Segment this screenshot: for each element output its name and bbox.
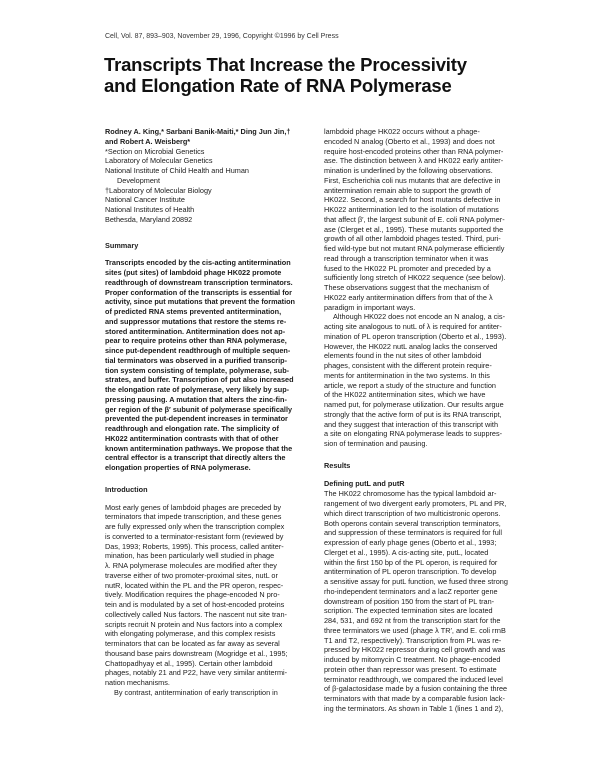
body-line: that affect β′, the largest subunit of E. coli RNA polymer- [324,214,505,224]
affiliation-line: Laboratory of Molecular Genetics [105,156,213,166]
results-paragraph [324,489,534,713]
body-line: ase. The distinction between λ and HK022 early antiter- [324,156,504,166]
body-line: encoded N analog (Oberto et al., 1993) and does not [324,136,495,146]
intro-line: nutR, located within the PL and the PR operon, respec- [105,580,284,590]
intro-line: Chattopadhyay et al., 1995). Certain other lambdoid [105,658,273,668]
author-line: Rodney A. King,* Sarbani Banik-Maiti,* Ding Jun Jin,† [105,127,291,136]
body-line: The HK022 chromosome has the typical lambdoid ar- [324,489,497,499]
body-line: strongly that the active form of put is its RNA transcript, [324,409,502,419]
body-line: ing the terminators. As shown in Table 1 (lines 1 and 2), [324,703,504,713]
body-line: terminator readthrough, we compared the induced level [324,674,503,684]
body-line: downstream of position 150 from the start of PL tran- [324,596,495,606]
intro-line: with elongating polymerase, and this complex resists [105,629,276,639]
body-line: and they suggest that interaction of this transcript with [324,419,499,429]
body-line: mination of PL operon transcription (Oberto et al., 1993). [324,331,507,341]
affiliation-line: Bethesda, Maryland 20892 [105,214,193,224]
intro-line: scripts recruit N protein and Nus factors into a complex [105,619,283,629]
intro-line: tively. Modification requires the phage-encoded N pro- [105,590,280,600]
body-line: which direct transcription of two multicistronic operons. [324,508,501,518]
intro-line: Most early genes of lambdoid phages are preceded by [105,502,282,512]
body-line: scription. The expected termination sites are located [324,606,493,616]
affiliation-line: National Institutes of Health [105,205,195,214]
body-line: a site on elongating RNA polymerase leads to suppres- [324,429,503,439]
body-line: terminators with that made by a comparable fusion lack- [324,694,505,703]
body-line: rangement of two divergent early promoters, PL and PR, [324,499,507,508]
introduction-paragraph [105,503,312,698]
summary-line: since put-dependent readthrough of multiple sequen- [105,346,291,355]
summary-line: tion system consisting of template, polymerase, sub- [105,365,290,375]
body-line: HK022 early antitermination differs from that of the λ [324,292,493,302]
body-line: antitermination of PL operon transcription. To develop [324,567,497,577]
body-line: sufficiently long stretch of HK022 sequence (see below). [324,273,506,283]
left-column [105,127,312,698]
body-line: mination is underlined by the following observations. [324,166,493,175]
title-line-1: Transcripts That Increase the Processivity [104,54,467,75]
intro-line: traverse either of two promoter-proximal sites, nutL or [105,570,278,580]
body-line: require host-encoded proteins other than RNA polymer- [324,146,504,156]
body-line: read through a transcription terminator when it was [324,253,489,263]
summary-line: activity, since put mutations that prevent the formation [105,297,296,307]
subheading-text: Defining putL and putR [324,478,405,488]
summary-line: pear to require proteins other than RNA polymerase, [105,336,287,346]
body-line: lambdoid phage HK022 occurs without a phage- [324,127,480,136]
journal-citation-header: Cell, Vol. 87, 893–903, November 29, 1996, Copyright ©1996 by Cell Press [105,33,339,40]
put-sites-paragraph [324,312,534,449]
body-line: Both operons contain several transcription terminators, [324,518,501,528]
affiliation-line: Development [117,175,160,185]
summary-line: tial terminators was observed in a purified transcrip- [105,355,288,365]
body-line: 284, 531, and 692 nt from the transcription start for the [324,616,501,625]
summary-line: readthrough of downstream transcription terminators. [105,277,293,287]
summary-line: the elongation rate of polymerase, very likely by sup- [105,385,290,394]
summary-line: Proper conformation of the transcripts is essential for [105,287,292,297]
intro-line: terminators that can be located as far away as several [105,639,280,648]
body-line: expression of early phage genes (Oberto et al., 1993; [324,538,497,547]
body-line: rho-independent terminators and a lacZ reporter gene [324,586,498,596]
intro-line: λ. RNA polymerase molecules are modified after they [105,561,277,570]
article-title [104,54,524,96]
body-line: T1 and T2, respectively). Transcription from PL was re- [324,635,502,645]
body-line: within the first 150 bp of the PL operon, is required for [324,557,498,567]
body-line: of the HK022 antitermination sites, which we have [324,390,486,400]
affiliation-line: National Cancer Institute [105,195,185,205]
intro-line: nation mechanisms. [105,678,170,687]
intro-line: is converted to a terminator-resistant form (reviewed by [105,531,284,541]
body-line: HK022 antitermination led to the isolation of mutations [324,205,499,214]
body-line: fied wild-type but not mutant RNA polymerase efficiently [324,244,505,253]
body-line: Although HK022 does not encode an N analog, a cis- [333,312,506,322]
intro-line: mination, has been particularly well studied in phage [105,551,275,561]
body-line: and suppression of these terminators is required for full [324,528,503,538]
intro-line: are fully expressed only when the transcription complex [105,522,285,531]
summary-line: known antitermination pathways. We propose that the [105,443,293,453]
summary-line: strates, and buffer. Transcription of put also increased [105,375,294,385]
body-line: growth of all other lambdoid phages tested. Third, puri- [324,234,501,244]
author-line: and Robert A. Weisberg* [105,136,191,146]
intro-line: tein and is modulated by a set of host-encoded proteins [105,600,285,609]
body-line: induced by mitomycin C treatment. No phage-encoded [324,655,501,664]
results-subheading [324,479,534,489]
summary-line: pressing pausing. A mutation that alters the zinc-fin- [105,394,287,404]
introduction-heading: Introduction [105,484,148,494]
affiliation-line: National Institute of Child Health and Human [105,166,249,175]
summary-line: ger region of the β′ subunit of polymerase specifically [105,404,293,414]
intro-line: By contrast, antitermination of early transcription in [114,687,278,697]
summary-line: and suppressor mutations that restore the stems re- [105,316,287,326]
body-line: Clerget et al., 1995). A cis-acting site, putL, located [324,547,489,557]
body-line: First, Escherichia coli nus mutants that are defective in [324,175,501,185]
body-line: These observations suggest that the mechanism of [324,283,490,292]
intro-line: thousand base pairs downstream (Mogridge et al., 1995; [105,648,288,658]
author-list [105,127,312,147]
summary-line: readthrough and elongation rate. The simplicity of [105,424,279,433]
results-heading: Results [324,460,351,470]
intro-line: phages, notably 21 and P22, have very similar antitermi- [105,668,288,678]
body-line: three terminators we used (phage λ TR′, and E. coli rrnB [324,625,506,635]
body-line: ments for antitermination in the two systems. In this [324,370,490,380]
summary-line: prevented the put-dependent increases in terminator [105,414,288,424]
body-line: acting site analogous to nutL of λ is required for antiter- [324,322,502,331]
right-column [324,127,534,714]
title-line-2: and Elongation Rate of RNA Polymerase [104,75,452,96]
body-line: phages, consistent with the different protein require- [324,361,492,370]
summary-line: sites (put sites) of lambdoid phage HK022 promote [105,268,282,277]
affiliation-line: *Section on Microbial Genetics [105,146,205,156]
body-line: fused to the HK022 PL promoter and preceded by a [324,263,491,273]
intro-line: collectively called Nus factors. The nascent nut site tran- [105,609,287,619]
affiliation-block [105,147,312,225]
intro-continuation-paragraph [324,127,534,312]
intro-line: Das, 1993; Roberts, 1995). This process, called antiter- [105,541,284,551]
summary-heading: Summary [105,240,139,250]
summary-line: HK022 antitermination contrasts with that of other [105,433,279,443]
body-line: However, the HK022 nutL analog lacks the conserved [324,341,498,351]
body-line: paradigm in important ways. [324,302,416,312]
body-line: HK022. Second, a search for host mutants defective in [324,195,501,205]
body-line: a sensitive assay for putL function, we fused three strong [324,577,508,586]
body-line: elements found in the nut sites of other lambdoid [324,351,482,361]
summary-line: central effector is a transcript that directly alters the [105,453,286,463]
affiliation-line: †Laboratory of Molecular Biology [105,185,212,195]
intro-line: terminators that impede transcription, and these genes [105,512,282,522]
body-line: antitermination remain able to support the growth of [324,185,491,195]
body-line: sion of termination and pausing. [324,439,428,448]
body-line: of β-galactosidase made by a fusion containing the three [324,684,508,694]
body-line: article, we report a study of the structure and function [324,380,496,390]
summary-line: elongation properties of RNA polymerase. [105,463,251,472]
summary-line: of predicted RNA stems prevented antitermination, [105,307,282,316]
body-line: pressed by HK022 repressor during cell growth and was [324,645,506,655]
summary-abstract [105,258,312,473]
summary-line: stored antitermination. Antitermination does not ap- [105,326,286,336]
body-line: protein other than repressor was present. To estimate [324,664,497,674]
body-line: named put, for polymerase utilization. Our results argue [324,400,504,409]
body-line: ase (Clerget et al., 1995). These mutants supported the [324,224,504,234]
summary-line: Transcripts encoded by the cis-acting antitermination [105,258,291,268]
